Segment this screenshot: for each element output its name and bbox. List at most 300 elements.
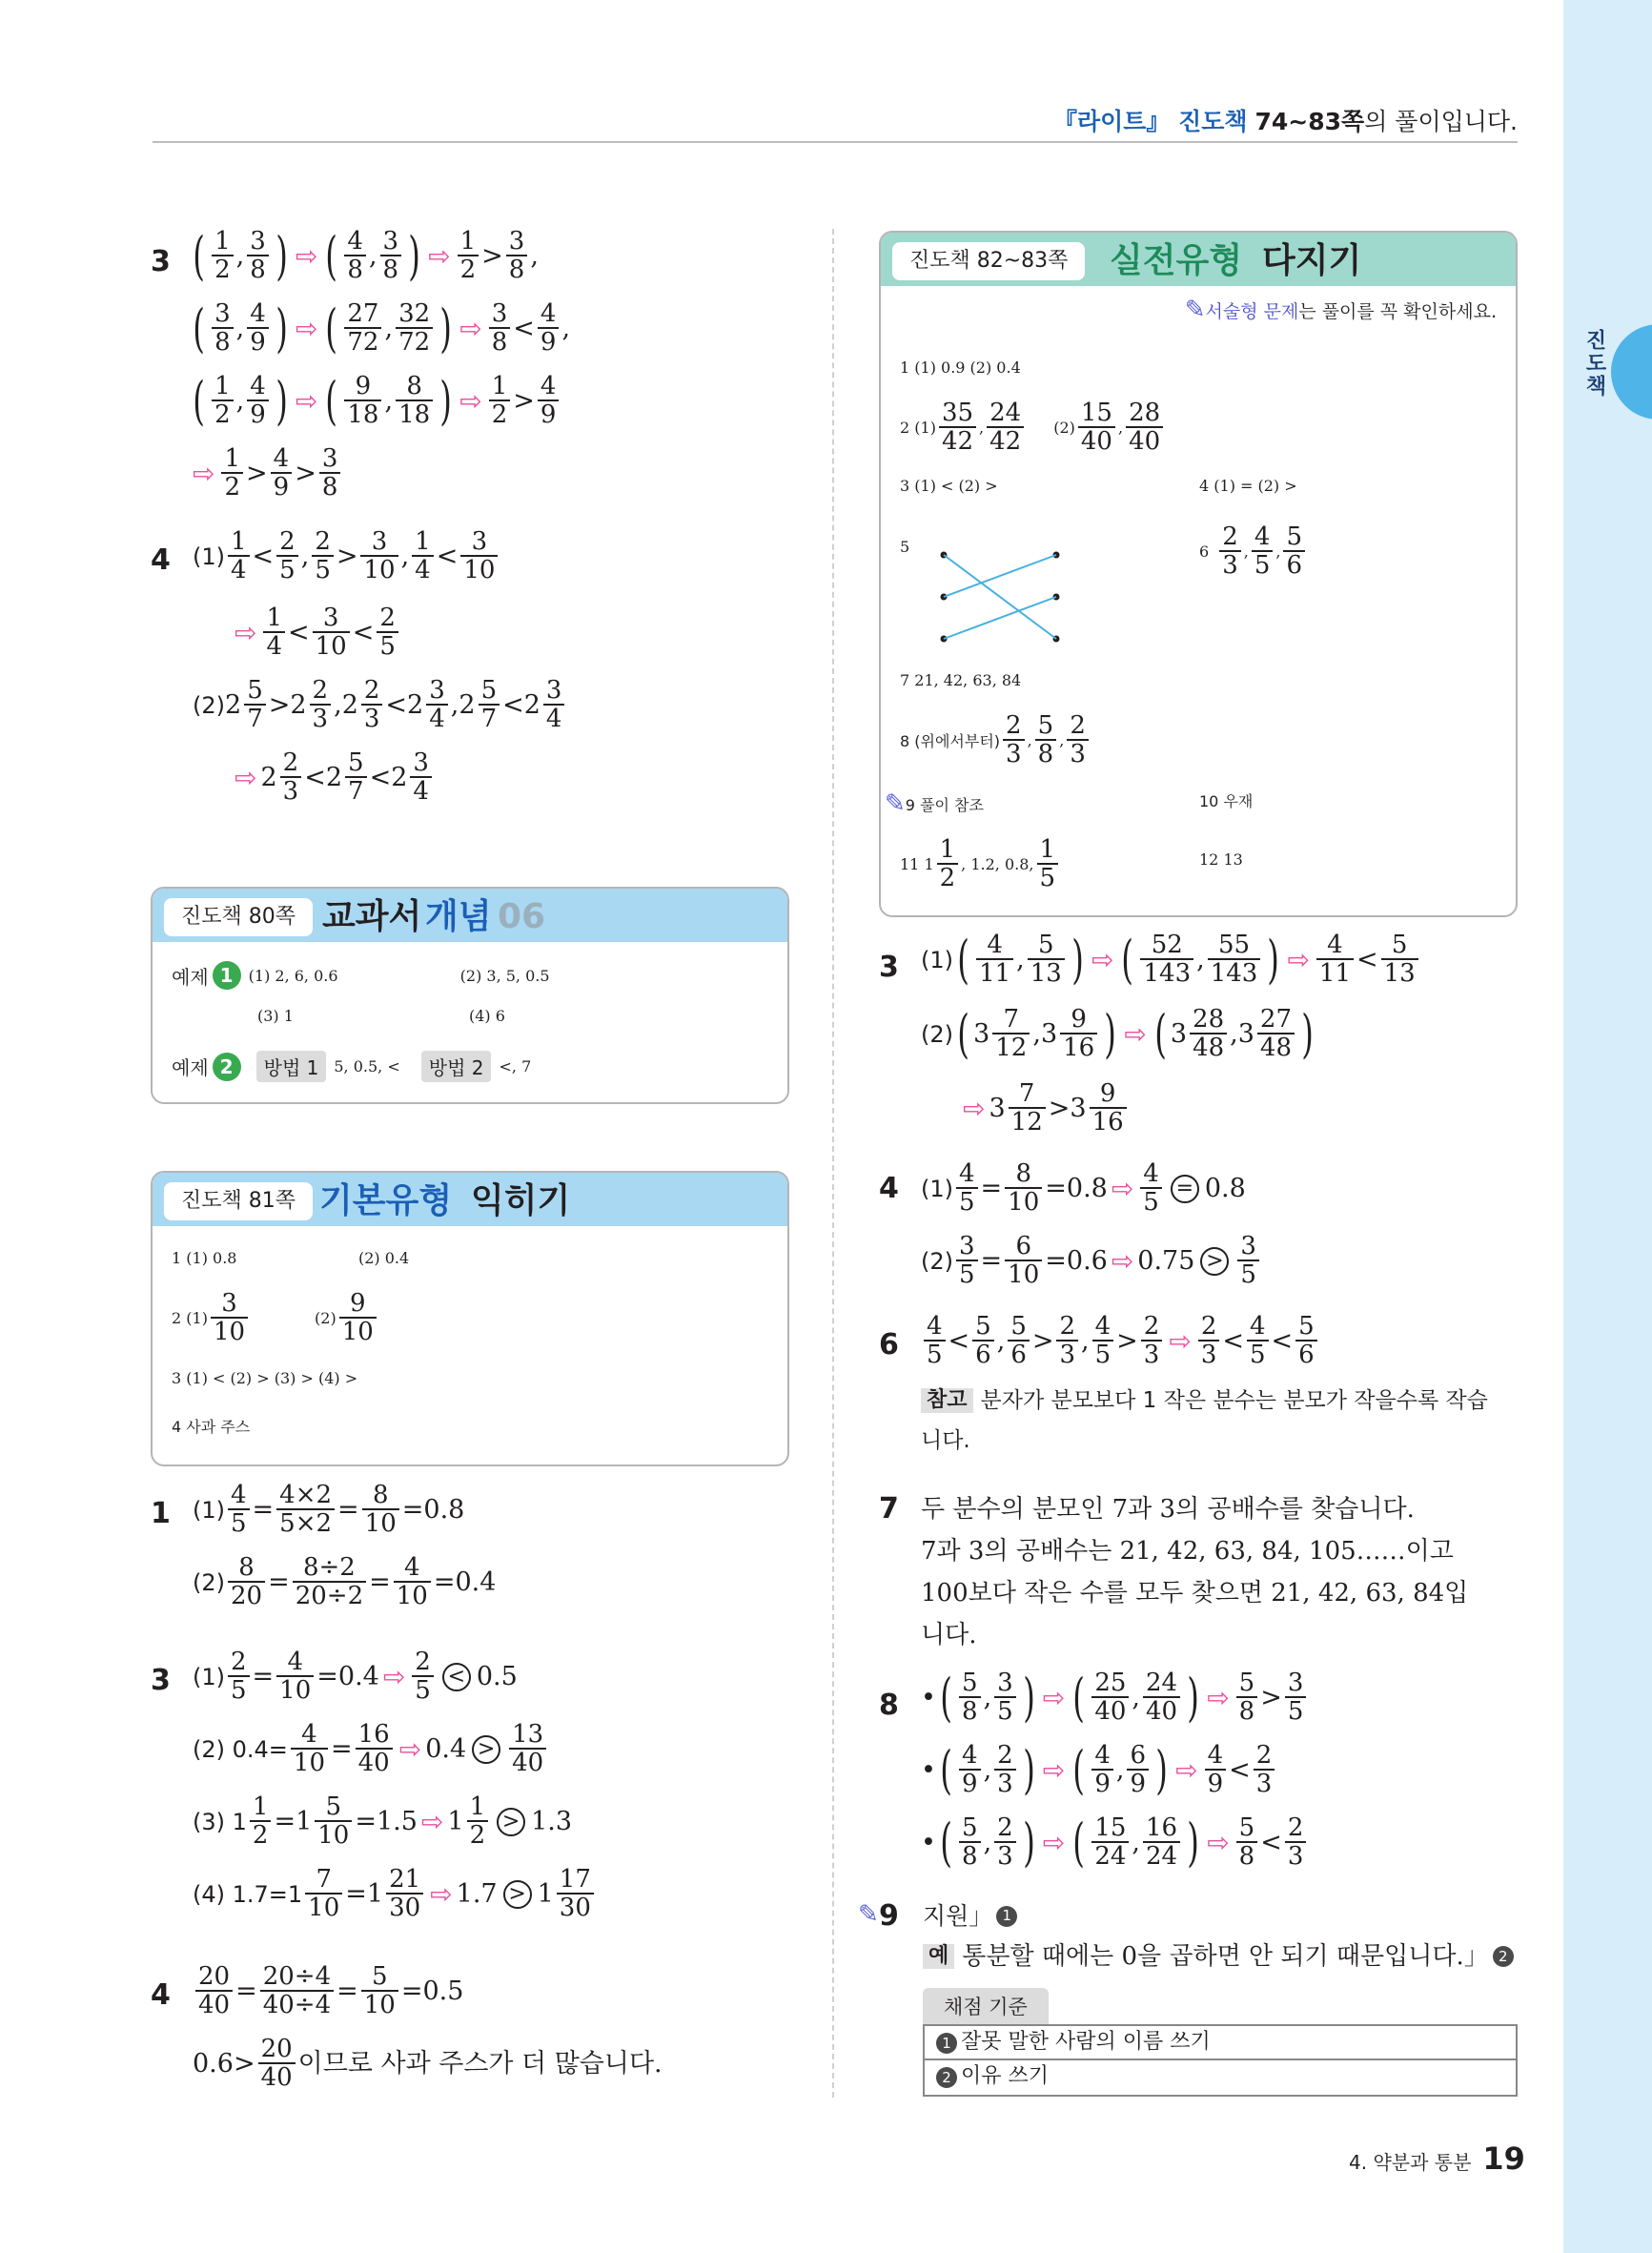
denominator: 9 (538, 399, 560, 429)
example-1-row (172, 961, 550, 990)
denominator: 24 (1143, 1841, 1180, 1871)
text: =0.6 (1045, 1246, 1108, 1277)
fraction (344, 374, 381, 429)
text: 2 (407, 690, 424, 721)
answer-row-3 (172, 1369, 357, 1387)
text: (2) 0.4= (193, 1735, 288, 1763)
fraction (1381, 932, 1418, 988)
text: 7 21, 42, 63, 84 (900, 671, 1022, 689)
fraction (212, 374, 234, 429)
parenthesis: ( (1072, 1667, 1086, 1728)
fraction (247, 229, 269, 284)
denominator: 3 (1056, 1340, 1078, 1369)
parenthesis: ( (325, 297, 338, 358)
fraction (260, 1964, 334, 2019)
practice-type-box (879, 231, 1518, 917)
denominator: 12 (992, 1033, 1030, 1062)
denominator: 7 (244, 704, 266, 733)
numerator: 20÷4 (262, 1962, 332, 1991)
parenthesis: ( (940, 1739, 952, 1800)
numerator: 3 (321, 444, 338, 473)
denominator: 10 (313, 631, 350, 661)
denominator: 2 (212, 255, 234, 284)
numerator: 2 (312, 676, 329, 705)
denominator: 5 (1037, 863, 1059, 892)
denominator: 2 (937, 863, 959, 892)
text: 7과 3의 공배수는 21, 42, 63, 84, 105……이고 (921, 1537, 1454, 1566)
numerator: 7 (1003, 1005, 1020, 1034)
denominator: 12 (1009, 1107, 1046, 1137)
fraction (1143, 1670, 1180, 1726)
denominator: 10 (276, 1675, 314, 1705)
fraction (1237, 1234, 1259, 1289)
denominator: 5 (1247, 1340, 1269, 1369)
criteria-row (923, 2024, 1518, 2060)
left-p4-row3: (2) 2 $\frac{5}{7}$ > 2 $\frac{2}{3}$ , 2 $\frac{2}{3}$ < 2 $\frac{3}{4}$ , 2 $\frac{5}{7}$ < 2 $\frac{3}{4}$ (193, 678, 567, 733)
denominator: 8 (319, 472, 341, 502)
arrow-icon: ⇨ (963, 1092, 986, 1124)
denominator: 20 (228, 1581, 265, 1610)
text: 1 (996, 1906, 1017, 1927)
example-answer: (2) 3, 5, 0.5 (459, 966, 550, 985)
denominator: 5 (994, 1696, 1016, 1726)
fraction (212, 301, 234, 357)
fraction (1252, 524, 1274, 580)
denominator: 40 (1126, 426, 1163, 456)
numerator: 4 (287, 1648, 303, 1676)
numerator: 3 (997, 1669, 1013, 1697)
text: 이므로 사과 주스가 더 많습니다. (297, 2049, 663, 2079)
operator: < (436, 542, 459, 572)
numerator: 5 (372, 1962, 388, 1991)
parenthesis: ( (193, 225, 205, 286)
numerator: 5 (348, 748, 364, 777)
text: > (497, 1808, 525, 1836)
chapter-label: 4. 약분과 통분 (1349, 2151, 1472, 2174)
numerator: 2 (1006, 711, 1022, 740)
numerator: 1 (214, 227, 231, 256)
denominator: 3 (310, 704, 332, 733)
parenthesis: ) (1104, 1003, 1117, 1064)
denominator: 2 (221, 472, 243, 502)
text: 2 (341, 690, 358, 721)
parenthesis: ( (957, 1003, 969, 1064)
fraction (1003, 713, 1025, 768)
denominator: 10 (211, 1317, 248, 1346)
text: > (472, 1735, 500, 1764)
operator: < (352, 618, 375, 648)
fraction (1236, 1670, 1258, 1726)
fraction (344, 229, 366, 284)
fraction (1285, 1815, 1307, 1871)
arrow-icon: ⇨ (1287, 943, 1310, 975)
fraction (458, 229, 479, 284)
denominator: 3 (1198, 1340, 1220, 1369)
arrow-icon: ⇨ (1169, 1324, 1192, 1357)
rq6-row1: $\frac{4}{5}$ < $\frac{5}{6}$ , $\frac{5}{6}$ > $\frac{2}{3}$ , $\frac{4}{5}$ > $\frac{2}{3}$ ⇨ $\frac{2}{3}$ < $\frac{4}{5}$ < $\frac{5}{6}$ (921, 1314, 1320, 1369)
numerator: 4 (347, 227, 363, 256)
denominator: 5 (312, 555, 334, 584)
text: (2) (1053, 419, 1075, 438)
denominator: 72 (396, 327, 433, 357)
arrow-icon: ⇨ (430, 1877, 453, 1910)
problem-number: 8 (879, 1689, 899, 1722)
text: 0.75 (1137, 1246, 1195, 1277)
numerator: 1 (214, 372, 231, 400)
fraction (987, 400, 1024, 456)
left-p3-row2: ( $\frac{3}{8}$ , $\frac{4}{9}$ ) ⇨ ( $\frac{27}{72}$ , $\frac{32}{72}$ ) ⇨ $\frac{3}{8}$ < $\frac{4}{9}$ , (193, 297, 571, 358)
numerator: 3 (221, 1289, 237, 1318)
text: 0.4 (425, 1734, 467, 1765)
numerator: 3 (959, 1232, 975, 1260)
text: 2 (325, 763, 343, 793)
text: 0.5 (476, 1662, 518, 1692)
denominator: 8 (1236, 1696, 1258, 1726)
text: 0.8 (1204, 1174, 1246, 1204)
text: < (385, 690, 408, 721)
denominator: 5 (1285, 1696, 1307, 1726)
right-question-3 (879, 929, 1518, 1152)
fraction (937, 837, 959, 892)
denominator: 3 (280, 776, 302, 806)
denominator: 10 (360, 555, 398, 584)
text: 10 우재 (1199, 792, 1254, 810)
denominator: 20÷2 (293, 1581, 366, 1610)
grading-criteria (923, 1988, 1518, 2097)
example-badge: 1 (213, 961, 241, 990)
numerator: 2 (363, 676, 380, 705)
denominator: 40 (356, 1748, 393, 1777)
denominator: 7 (479, 704, 500, 733)
numerator: 20 (198, 1962, 231, 1991)
fraction (1208, 932, 1261, 988)
numerator: 1 (939, 835, 956, 864)
fraction (1143, 1815, 1180, 1871)
fraction (1060, 1007, 1097, 1062)
text: > (1048, 1094, 1071, 1124)
denominator: 8 (489, 327, 511, 357)
numerator: 5 (1238, 1669, 1255, 1697)
denominator: 3 (1254, 1769, 1275, 1798)
denominator: 143 (1208, 958, 1261, 988)
fraction (1257, 1007, 1295, 1062)
fraction (1236, 1815, 1258, 1871)
numerator: 4 (273, 444, 290, 473)
parenthesis: ( (325, 370, 338, 431)
right-question-4 (879, 1161, 1518, 1304)
fraction (1005, 1234, 1042, 1289)
denominator: 5 (228, 1675, 250, 1705)
text: < (1271, 1326, 1294, 1357)
text: =1.5 (355, 1807, 418, 1837)
left-p4-row1: (1) $\frac{1}{4}$ < $\frac{2}{5}$ , $\frac{2}{5}$ > $\frac{3}{10}$ , $\frac{1}{4}$ < $\frac{3}{10}$ (193, 529, 500, 584)
rq6-note (921, 1388, 1488, 1413)
denominator: 48 (1190, 1033, 1227, 1062)
fraction (939, 400, 976, 456)
denominator: 10 (362, 1508, 399, 1538)
denominator: 3 (1067, 739, 1089, 768)
q4-row2 (193, 2037, 663, 2092)
text: 0.6> (193, 2049, 255, 2079)
rq3-row1: (1) ( $\frac{4}{11}$ , $\frac{5}{13}$ ) ⇨ ( $\frac{52}{143}$ , $\frac{55}{143}$ ) ⇨ $\frac{4}{11}$ < $\frac{5}{13}$ (921, 932, 1421, 988)
fraction (313, 605, 350, 661)
numerator: 55 (1217, 931, 1251, 959)
denominator: 5 (412, 1675, 434, 1705)
essay-note (1185, 296, 1497, 324)
parenthesis: ) (1022, 1667, 1035, 1728)
numerator: 5 (1238, 1813, 1255, 1842)
denominator: 8 (959, 1696, 981, 1726)
denominator: 6 (1008, 1340, 1030, 1369)
numerator: 15 (1080, 399, 1112, 427)
denominator: 4 (426, 704, 448, 733)
numerator: 3 (214, 299, 231, 328)
numerator: 3 (413, 748, 429, 777)
column-divider (832, 229, 834, 2098)
denominator: 8 (247, 255, 269, 284)
q3-row2: (2) 0.4= $\frac{4}{10}$ = $\frac{16}{40}$ ⇨ 0.4 > $\frac{13}{40}$ (193, 1722, 549, 1777)
fraction (994, 1815, 1016, 1871)
denominator: 13 (1028, 958, 1065, 988)
numerator: 5 (1286, 522, 1303, 551)
numerator: 2 (1287, 1813, 1304, 1842)
text: 11 1 (900, 855, 934, 874)
numerator: 4 (1249, 1312, 1266, 1341)
numerator: 5 (325, 1792, 342, 1821)
denominator: 3 (1285, 1841, 1307, 1871)
fraction (345, 750, 367, 806)
numerator: 28 (1129, 399, 1161, 427)
numerator: 2 (1255, 1741, 1273, 1770)
denominator: 5 (1092, 1340, 1114, 1369)
pencil-icon: ✎ (858, 1900, 879, 1929)
numerator: 4 (301, 1720, 317, 1749)
fraction (386, 1867, 423, 1922)
operator: > (295, 459, 316, 489)
denominator: 10 (315, 1820, 352, 1850)
text: 3 (1170, 1019, 1188, 1050)
parenthesis: ) (439, 370, 453, 431)
operator: > (336, 542, 358, 572)
numerator: 4 (540, 299, 557, 328)
text: (2) (921, 1247, 953, 1275)
denominator: 5 (956, 1260, 978, 1289)
parenthesis: ( (940, 1667, 952, 1728)
operator: > (481, 241, 503, 272)
text: 1 (936, 2033, 957, 2054)
denominator: 5 (228, 1508, 250, 1538)
text: 4 (1) = (2) > (1199, 477, 1297, 495)
numerator: 2 (1222, 522, 1238, 551)
denominator: 9 (271, 472, 293, 502)
text: (1) (193, 1663, 225, 1690)
text: 5 (900, 538, 910, 556)
text: 1 (1) 0.9 (2) 0.4 (900, 358, 1021, 377)
numerator: 8 (372, 1481, 389, 1509)
fraction (276, 1483, 335, 1538)
denominator: 10 (1005, 1260, 1042, 1289)
fraction (1009, 1081, 1046, 1137)
rq7-line2 (921, 1539, 1454, 1564)
numerator: 2 (1143, 1312, 1160, 1341)
fraction (1127, 1743, 1149, 1798)
left-p4-row4 (231, 750, 435, 806)
box-title-a: 기본유형 (319, 1181, 453, 1220)
numerator: 2 (379, 604, 396, 632)
numerator: 6 (1130, 1741, 1147, 1770)
numerator: 16 (357, 1720, 390, 1749)
example-label: 예제 (172, 1056, 209, 1079)
denominator: 40 (1078, 426, 1115, 456)
text: 6 (1199, 543, 1210, 562)
fraction (315, 1794, 352, 1850)
arrow-icon: ⇨ (382, 1660, 406, 1692)
denominator: 3 (1219, 550, 1241, 580)
fraction (1037, 837, 1059, 892)
text: 1.7 (456, 1879, 498, 1910)
box-title-b: 다지기 (1262, 241, 1362, 280)
numerator: 1 (252, 1792, 269, 1821)
rq7-line4 (921, 1623, 977, 1648)
arrow-icon: ⇨ (1207, 1681, 1230, 1713)
answer-3 (900, 477, 998, 495)
fraction (1285, 1670, 1307, 1726)
fraction (211, 1291, 248, 1346)
fraction (263, 605, 285, 661)
fraction (994, 1670, 1016, 1726)
numerator: 5 (1391, 931, 1408, 959)
fraction (976, 932, 1013, 988)
denominator: 18 (396, 399, 433, 429)
fraction (319, 446, 341, 502)
numerator: 52 (1151, 931, 1183, 959)
pencil-icon: ✎ (885, 789, 906, 818)
right-question-6 (879, 1314, 1518, 1466)
q1-row2: (2) $\frac{8}{20}$ = $\frac{8\div 2}{20\div 2}$ = $\frac{4}{10}$ =0.4 (193, 1553, 497, 1611)
fraction (557, 1867, 594, 1922)
fraction (489, 374, 511, 429)
fraction (1140, 932, 1193, 988)
parenthesis: ) (1267, 929, 1280, 990)
problem-number: 1 (151, 1497, 171, 1530)
fraction (394, 1555, 431, 1610)
text: 100보다 작은 수를 모두 찾으면 21, 42, 63, 84입 (921, 1579, 1469, 1608)
denominator: 24 (1091, 1841, 1129, 1871)
parenthesis: ( (1072, 1812, 1086, 1873)
numerator: 24 (1146, 1669, 1178, 1697)
denominator: 4 (412, 555, 434, 584)
fraction (195, 1964, 233, 2019)
left-problem-4 (151, 529, 684, 815)
numerator: 4 (1094, 1741, 1111, 1770)
arrow-icon: ⇨ (1111, 1172, 1134, 1204)
numerator: 2 (279, 527, 296, 556)
numerator: 4 (1207, 1741, 1224, 1770)
denominator: 2 (458, 255, 479, 284)
page-header (153, 103, 1518, 143)
denominator: 8 (959, 1841, 981, 1871)
operator: < (513, 314, 535, 344)
text: =0.4 (433, 1567, 497, 1598)
rq4-row1: (1) $\frac{4}{5}$ = $\frac{8}{10}$ =0.8 ⇨ $\frac{4}{5}$ = 0.8 (921, 1159, 1246, 1218)
arrow-icon: ⇨ (295, 384, 318, 417)
q1-row1: (1) $\frac{4}{5}$ = $\frac{4\times 2}{5\times 2}$ = $\frac{8}{10}$ =0.8 (193, 1481, 465, 1539)
fraction (959, 1815, 981, 1871)
fraction (247, 374, 269, 429)
fraction (924, 1314, 946, 1369)
arrow-icon: ⇨ (459, 312, 482, 344)
numerator: 4 (250, 372, 266, 400)
fraction (460, 529, 498, 584)
denominator: 16 (1060, 1033, 1097, 1062)
fraction (1092, 1314, 1114, 1369)
text: (1) (921, 946, 953, 973)
denominator: 40 (195, 1990, 233, 2019)
numerator: 2 (415, 1648, 431, 1676)
fraction (1190, 1007, 1227, 1062)
numerator: 1 (415, 527, 431, 556)
fraction (362, 1483, 399, 1538)
fraction (356, 1722, 393, 1777)
denominator: 10 (394, 1581, 431, 1610)
denominator: 2 (250, 1820, 272, 1850)
denominator: 5 (276, 555, 298, 584)
text: 1 (537, 1879, 554, 1910)
text: =1 (345, 1879, 384, 1910)
fraction (506, 229, 528, 284)
numerator: 4×2 (279, 1481, 333, 1509)
denominator: 5 (1237, 1260, 1259, 1289)
answer-12 (1199, 850, 1243, 869)
answer-row-2 (172, 1291, 379, 1346)
numerator: 2 (1200, 1312, 1217, 1341)
numerator: 32 (398, 299, 431, 328)
numerator: 4 (1143, 1159, 1159, 1188)
denominator: 10 (291, 1748, 328, 1777)
numerator: 1 (469, 1792, 486, 1821)
numerator: 8 (1015, 1159, 1031, 1188)
denominator: 7 (345, 776, 367, 806)
denominator: 30 (557, 1893, 594, 1922)
denominator: 40 (509, 1748, 546, 1777)
matching-lines (938, 547, 1071, 662)
method-tag: 방법 2 (421, 1051, 492, 1082)
denominator: 10 (460, 555, 498, 584)
text: 3 (1) < (2) > (900, 477, 998, 495)
denominator: 9 (247, 399, 269, 429)
note-tag: 참고 (921, 1388, 973, 1413)
arrow-icon: ⇨ (428, 239, 451, 272)
rq8-row2: • ( $\frac{4}{9}$ , $\frac{2}{3}$ ) ⇨ ( $\frac{4}{9}$ , $\frac{6}{9}$ ) ⇨ $\frac{4}{9}$ < $\frac{2}{3}$ (921, 1743, 1277, 1798)
numerator: 35 (941, 399, 974, 427)
denominator: 40 (1091, 1696, 1129, 1726)
numerator: 8 (238, 1553, 255, 1582)
arrow-icon: ⇨ (1111, 1244, 1134, 1277)
fraction (412, 1649, 434, 1705)
left-question-1 (151, 1483, 723, 1626)
numerator: 3 (471, 527, 488, 556)
side-tab-label: 진도책 (1582, 329, 1606, 398)
parenthesis: ( (957, 929, 969, 990)
numerator: 2 (997, 1741, 1013, 1770)
fraction (228, 1483, 250, 1538)
denominator: 5 (377, 631, 398, 661)
rq3-row3 (959, 1081, 1130, 1137)
denominator: 8 (1035, 739, 1057, 768)
fraction (339, 1291, 377, 1346)
numerator: 5 (1038, 931, 1054, 959)
fraction (228, 529, 250, 584)
